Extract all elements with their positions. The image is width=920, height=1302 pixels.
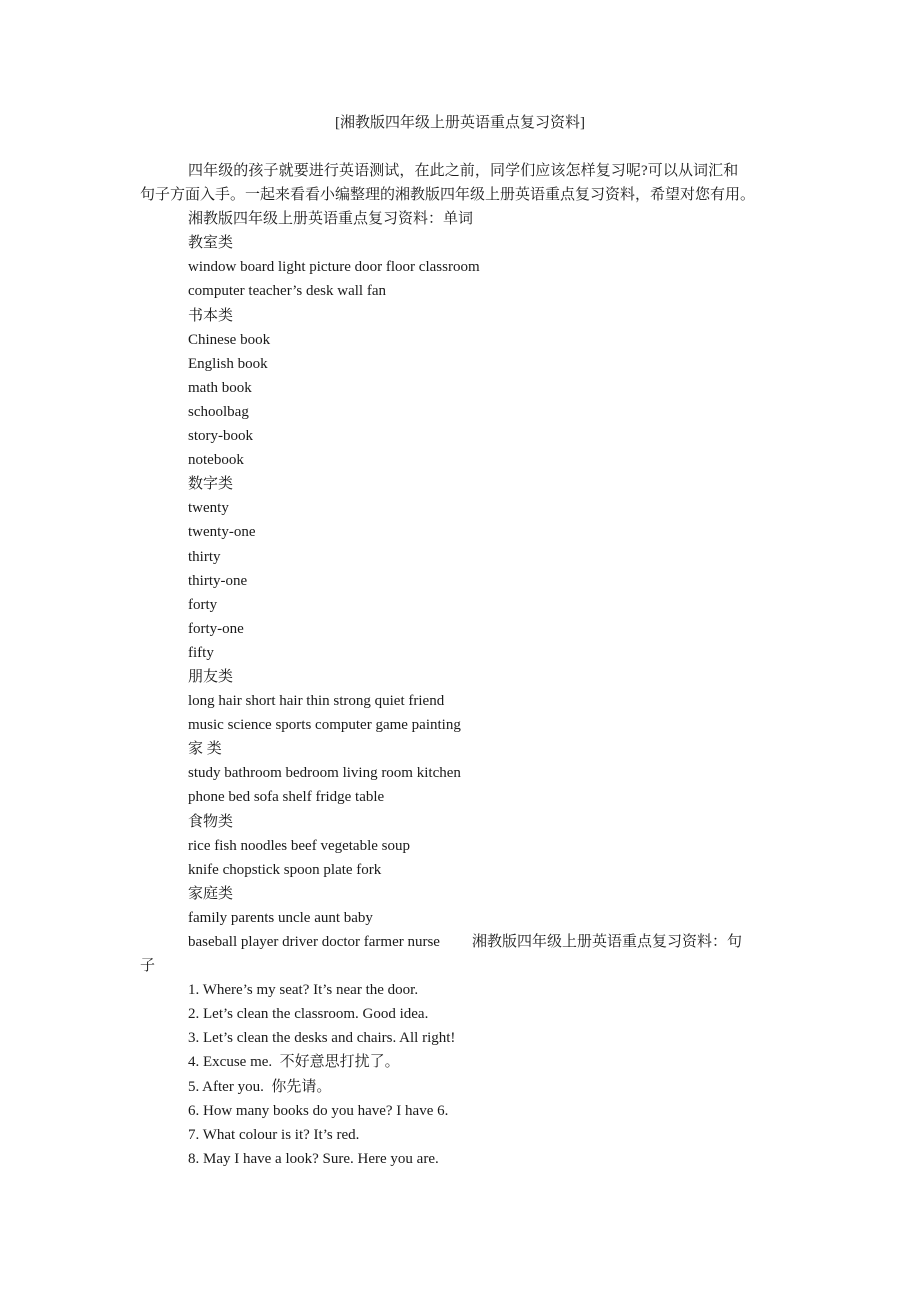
category-heading: 家 类 [188,741,222,758]
word-list-line: long hair short hair thin strong quiet friend [188,693,445,710]
word-list-line: phone bed sofa shelf fridge table [188,789,385,806]
word-list-line: family parents uncle aunt baby [188,909,373,926]
word-list-line: computer teacher’s desk wall fan [188,283,386,300]
category-heading: 家庭类 [188,885,234,902]
word-list-line: thirty-one [188,572,248,589]
sentences-section-heading: 湘教版四年级上册英语重点复习资料：句 [471,934,742,950]
intro-paragraph-line-2: 句子方面入手。一起来看看小编整理的湘教版四年级上册英语重点复习资料，希望对您有用。 [140,187,756,204]
word-list-text: baseball player driver doctor farmer nurse [188,934,440,950]
sentence-item: 8. May I have a look? Sure. Here you are. [188,1150,439,1167]
word-list-line: rice fish noodles beef vegetable soup [188,837,411,854]
word-list-line: Chinese book [188,331,271,348]
word-list-line: twenty-one [188,524,256,541]
sentences-section-heading-continued: 子 [140,958,156,975]
category-heading: 食物类 [188,813,234,830]
word-list-line: forty [188,596,218,613]
words-section-heading: 湘教版四年级上册英语重点复习资料：单词 [188,211,474,228]
category-heading: 教室类 [188,235,234,252]
word-list-line: thirty [188,548,221,565]
word-list-line: notebook [188,452,244,469]
word-list-line: fifty [188,644,214,661]
word-list-line: story-book [188,428,253,445]
sentence-item: 2. Let’s clean the classroom. Good idea. [188,1006,429,1023]
intro-paragraph-line-1: 四年级的孩子就要进行英语测试，在此之前，同学们应该怎样复习呢?可以从词汇和 [188,163,739,179]
word-list-line: English book [188,355,268,372]
word-list-line: forty-one [188,620,244,637]
category-heading: 朋友类 [188,668,234,685]
word-list-line: music science sports computer game painting [188,717,461,734]
sentence-item: 1. Where’s my seat? It’s near the door. [188,982,419,999]
sentence-item: 6. How many books do you have? I have 6. [188,1102,449,1119]
document-body [140,159,785,1171]
word-list-line: math book [188,379,252,396]
category-heading: 数字类 [188,476,234,493]
word-list-line: schoolbag [188,403,249,420]
sentence-item: 7. What colour is it? It’s red. [188,1126,360,1143]
category-heading: 书本类 [188,307,234,324]
sentence-item: 3. Let’s clean the desks and chairs. All right! [188,1030,456,1047]
document-title: [湘教版四年级上册英语重点复习资料] [335,115,585,131]
word-list-line: study bathroom bedroom living room kitchen [188,765,461,782]
word-list-line-with-heading [140,930,785,954]
word-list-line: twenty [188,500,229,517]
word-list-line: window board light picture door floor classroom [188,259,480,276]
sentence-item: 4. Excuse me. 不好意思打扰了。 [188,1054,400,1071]
word-list-line: knife chopstick spoon plate fork [188,861,382,878]
sentence-item: 5. After you. 你先请。 [188,1078,332,1095]
